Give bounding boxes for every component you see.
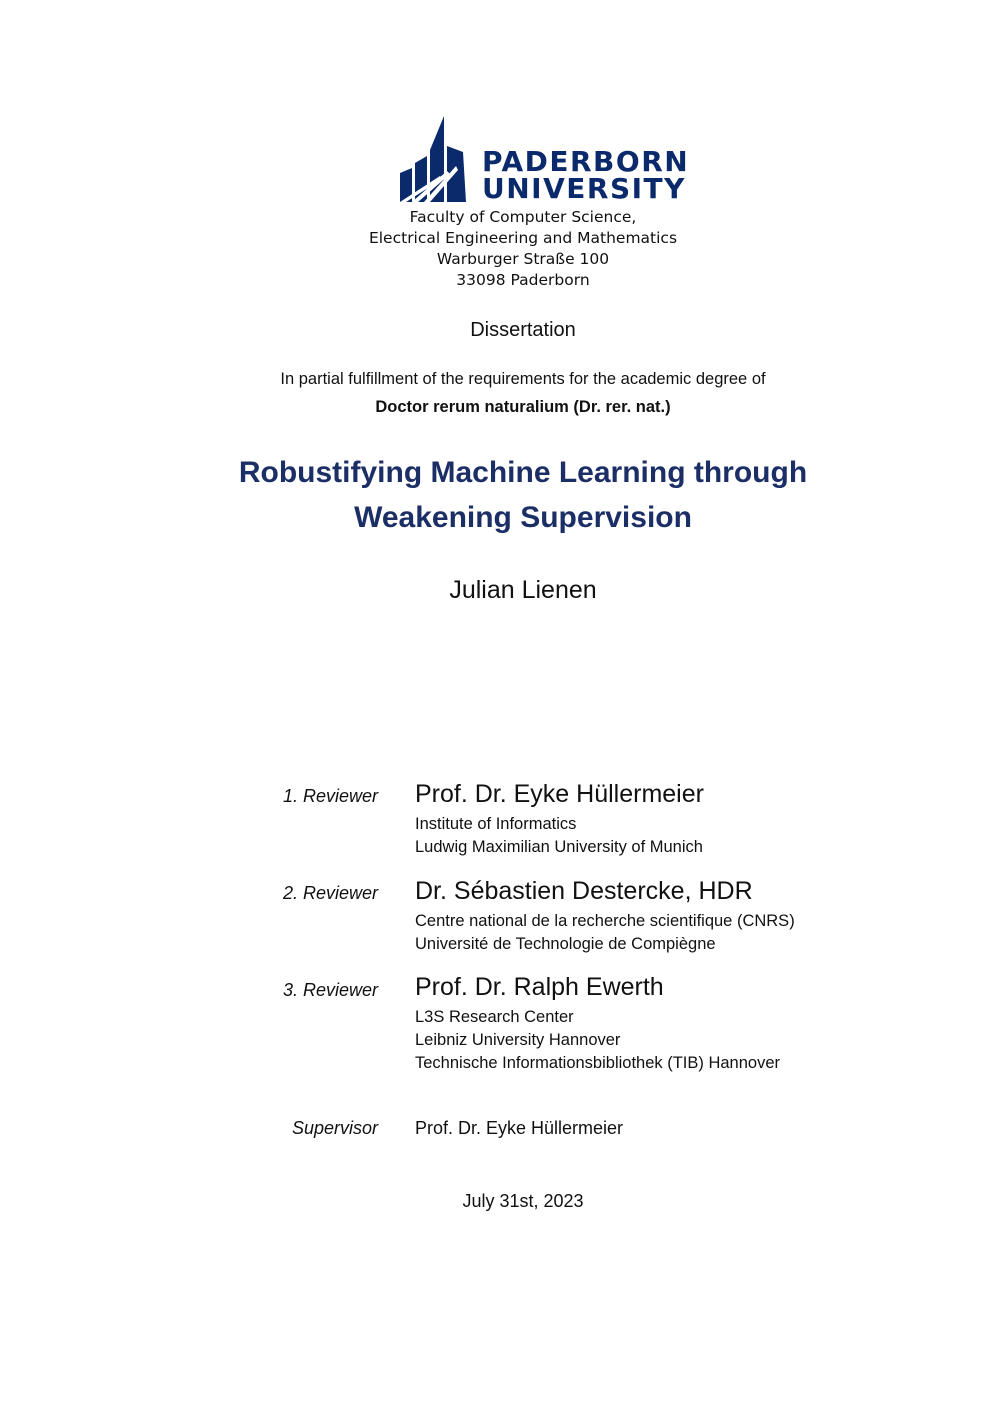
faculty-address (0, 207, 1000, 291)
reviewer-1-affiliation-1: Institute of Informatics (415, 815, 577, 833)
reviewer-3-affiliation-1: L3S Research Center (415, 1008, 574, 1026)
reviewer-3-affiliation-3: Technische Informationsbibliothek (TIB) Hannover (415, 1054, 781, 1072)
faculty-line-4: 33098 Paderborn (456, 271, 590, 289)
author-name: Julian Lienen (449, 576, 597, 604)
supervisor-label: Supervisor (291, 1118, 378, 1138)
university-logo-icon (400, 116, 468, 206)
university-logo (400, 116, 690, 208)
supervisor-name: Prof. Dr. Eyke Hüllermeier (415, 1118, 624, 1138)
reviewer-1 (415, 779, 704, 859)
reviewer-3-name: Prof. Dr. Ralph Ewerth (415, 973, 664, 1001)
logo-line-1: PADERBORN (482, 145, 690, 178)
university-logo-text (482, 145, 690, 205)
reviewer-1-name: Prof. Dr. Eyke Hüllermeier (415, 780, 704, 808)
reviewer-2-affiliation-1: Centre national de la recherche scientifique (CNRS) (415, 912, 795, 930)
submission-date: July 31st, 2023 (462, 1191, 584, 1211)
reviewer-1-affiliation-2: Ludwig Maximilian University of Munich (415, 838, 703, 856)
document-type: Dissertation (470, 319, 576, 341)
degree-name: Doctor rerum naturalium (Dr. rer. nat.) (375, 398, 671, 416)
faculty-line-1: Faculty of Computer Science, (409, 208, 637, 226)
title-line-2: Weakening Supervision (354, 501, 692, 534)
title-line-1: Robustifying Machine Learning through (238, 456, 808, 489)
reviewer-3 (415, 972, 780, 1075)
faculty-line-3: Warburger Straße 100 (436, 250, 610, 268)
logo-line-2: UNIVERSITY (482, 172, 686, 205)
reviewer-2-affiliation-2: Université de Technologie de Compiègne (415, 935, 716, 953)
reviewer-2-name: Dr. Sébastien Destercke, HDR (415, 877, 753, 905)
partial-fulfillment-text: In partial fulfillment of the requirements for the academic degree of (280, 370, 766, 388)
faculty-line-2: Electrical Engineering and Mathematics (368, 229, 678, 247)
reviewer-2-label: 2. Reviewer (282, 883, 378, 903)
dissertation-title (0, 450, 1000, 540)
reviewer-1-label: 1. Reviewer (282, 786, 378, 806)
reviewer-3-affiliation-2: Leibniz University Hannover (415, 1031, 621, 1049)
reviewer-3-label: 3. Reviewer (282, 980, 378, 1000)
reviewer-2 (415, 876, 795, 956)
